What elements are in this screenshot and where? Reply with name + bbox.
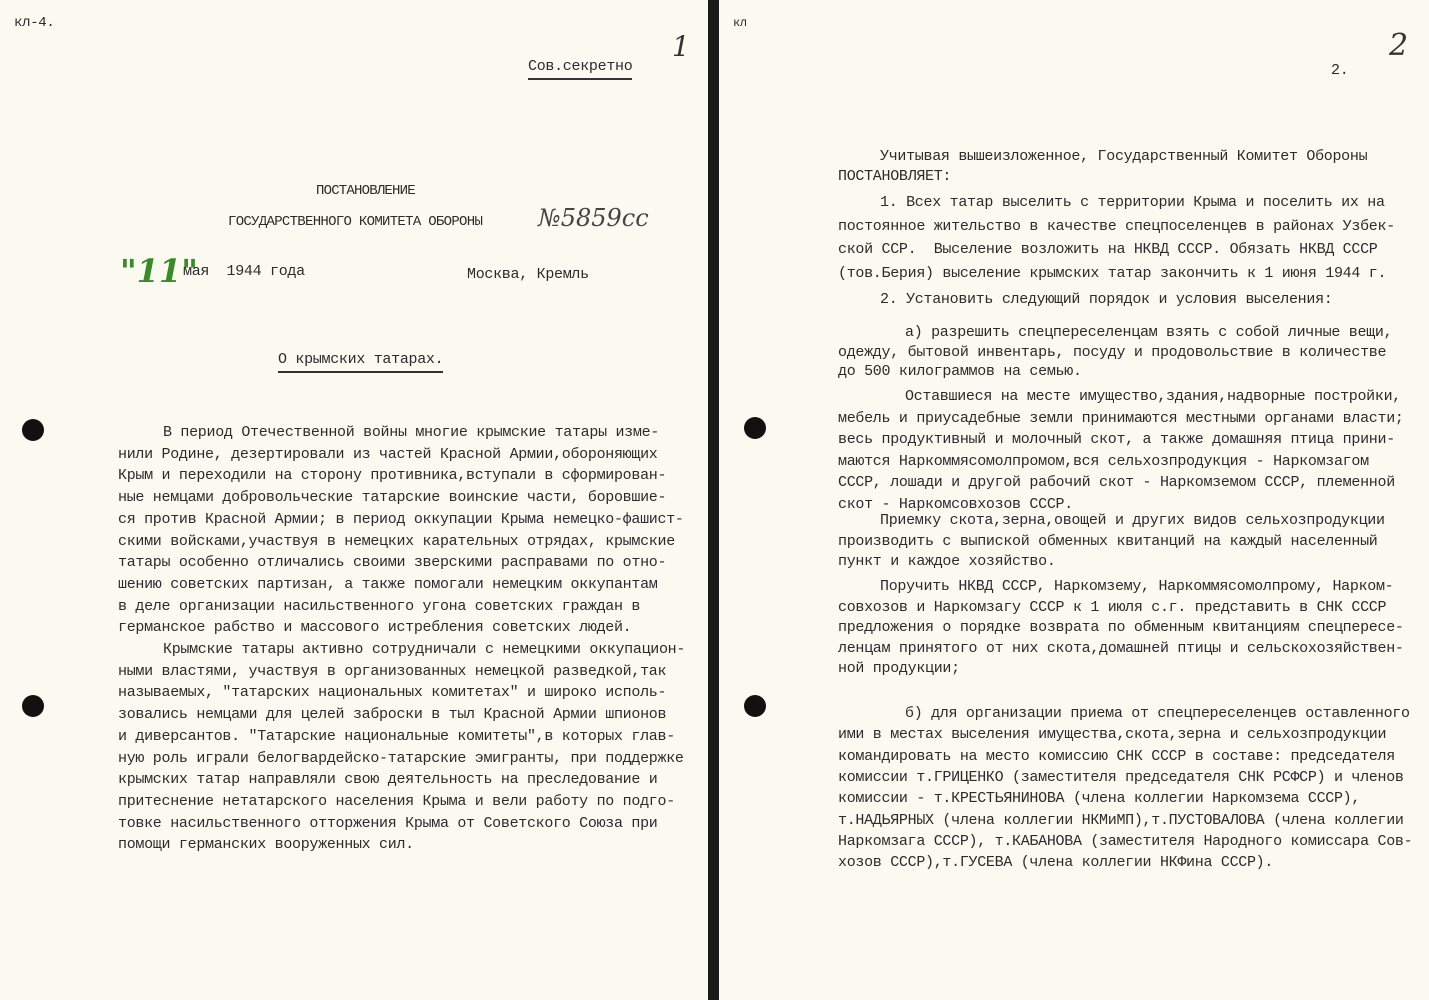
body-line: Наркомзага СССР), т.КАБАНОВА (заместителя Народного комиссара Сов-: [838, 832, 1413, 850]
body-line: производить с выпиской обменных квитанций на каждый населенный: [838, 532, 1378, 550]
body-line: мебель и приусадебные земли принимаются местными органами власти;: [838, 409, 1404, 427]
body-line: ной продукции;: [838, 660, 960, 677]
body-line: хозов СССР),т.ГУСЕВА (члена коллегии НКФина СССР).: [838, 854, 1274, 872]
document-page-1: [0, 0, 708, 1000]
body-line: маются Наркоммясомолпромом,вся сельхозпродукция - Наркомзагом: [838, 452, 1369, 470]
body-line: помощи германских вооруженных сил.: [118, 836, 414, 854]
handwritten-date-day: "11": [120, 252, 198, 290]
body-line: товке насильственного отторжения Крыма от Советского Союза при: [118, 814, 658, 832]
body-line: ся против Красной Армии; в период оккупации Крыма немецко-фашист-: [118, 510, 684, 528]
body-line: германское рабство и массового истребления советских людей.: [118, 619, 632, 637]
body-line: пункт и каждое хозяйство.: [838, 553, 1056, 570]
body-line: нили Родине, дезертировали из частей Красной Армии,обороняющих: [118, 445, 658, 463]
body-line: ской ССР. Выселение возложить на НКВД СССР. Обязать НКВД СССР: [838, 241, 1378, 258]
body-line: ленцам принятого от них скота,домашней птицы и сельскохозяйствен-: [838, 639, 1404, 657]
body-line: называемых, "татарских национальных комитетах" и широко исполь-: [118, 684, 667, 702]
archive-mark: кл-4.: [14, 15, 55, 31]
body-line: шению советских партизан, а также помогали немецким оккупантам: [118, 575, 658, 593]
body-line: татары особенно отличались своими зверскими расправами по отно-: [118, 554, 667, 572]
body-line: В период Отечественной войны многие крымские татары изме-: [163, 424, 659, 441]
title-line-1: ПОСТАНОВЛЕНИЕ: [316, 183, 415, 199]
body-line: комиссии т.ГРИЦЕНКО (заместителя председателя СНК РСФСР) и членов: [838, 768, 1404, 786]
body-line: 2. Установить следующий порядок и условия выселения:: [880, 291, 1333, 308]
place-text: Москва, Кремль: [467, 266, 589, 283]
punch-hole: [744, 695, 766, 717]
punch-hole: [744, 417, 766, 439]
body-line: б) для организации приема от спецпереселенцев оставленного: [905, 705, 1410, 722]
body-line: ные немцами добровольческие татарские воинские части, боровшие-: [118, 489, 667, 507]
body-line: СССР, лошади и другой рабочий скот - Наркомземом СССР, племенной: [838, 474, 1395, 491]
archive-mark: кл: [733, 16, 747, 30]
body-line: и диверсантов. "Татарские национальные комитеты",в которых глав-: [118, 727, 675, 745]
date-text: мая 1944 года: [183, 263, 305, 280]
classification-label: Сов.секретно: [528, 58, 632, 80]
body-line: крымских татар направляли свою деятельность на преследование и: [118, 771, 658, 789]
body-line: зовались немцами для целей заброски в тыл Красной Армии шпионов: [118, 706, 667, 724]
body-line: скот - Наркомсовхозов СССР.: [838, 495, 1073, 513]
body-line: а) разрешить спецпереселенцам взять с собой личные вещи,: [905, 324, 1393, 341]
body-line: Учитывая вышеизложенное, Государственный Комитет Обороны: [880, 148, 1368, 165]
handwritten-page-number: 1: [672, 30, 690, 63]
body-line: Оставшиеся на месте имущество,здания,надворные постройки,: [905, 388, 1401, 405]
body-line: постоянное жительство в качестве спецпоселенцев в районах Узбек-: [838, 217, 1395, 235]
punch-hole: [22, 695, 44, 717]
body-line: 1. Всех татар выселить с территории Крыма и поселить их на: [880, 194, 1385, 211]
title-line-2: ГОСУДАРСТВЕННОГО КОМИТЕТА ОБОРОНЫ: [228, 214, 483, 230]
body-line: Крымские татары активно сотрудничали с немецкими оккупацион-: [163, 641, 686, 658]
body-line: совхозов и Наркомзагу СССР к 1 июля с.г. представить в СНК СССР: [838, 598, 1387, 616]
body-line: Крым и переходили на сторону противника,вступали в сформирован-: [118, 467, 667, 485]
document-subject: О крымских татарах.: [278, 351, 443, 373]
body-line: скими войсками,участвуя в немецких карательных отрядах, крымские: [118, 532, 675, 550]
punch-hole: [22, 419, 44, 441]
body-line: ими в местах выселения имущества,скота,зерна и сельхозпродукции: [838, 726, 1387, 744]
body-line: ПОСТАНОВЛЯЕТ:: [838, 168, 952, 185]
body-line: ными властями, участвуя в организованных немецкой разведкой,так: [118, 662, 667, 680]
handwritten-page-number: 2: [1389, 28, 1409, 63]
handwritten-decree-number: №5859сс: [538, 204, 649, 232]
document-page-2: [719, 0, 1429, 1000]
body-line: предложения о порядке возврата по обменным квитанциям спецпересе-: [838, 619, 1404, 636]
body-line: т.НАДЬЯРНЫХ (члена коллегии НКМиМП),т.ПУСТОВАЛОВА (члена коллегии: [838, 811, 1404, 829]
body-line: до 500 килограммов на семью.: [838, 363, 1082, 380]
body-line: весь продуктивный и молочный скот, а также домашняя птица прини-: [838, 431, 1395, 448]
body-line: комиссии - т.КРЕСТЬЯНИНОВА (члена коллегии Наркомзема СССР),: [838, 790, 1361, 808]
body-line: в деле организации насильственного угона советских граждан в: [118, 597, 641, 615]
body-line: ную роль играли белогвардейско-татарские эмигранты, при поддержке: [118, 749, 684, 767]
typed-page-number: 2.: [1331, 62, 1349, 79]
body-line: одежду, бытовой инвентарь, посуду и продовольствие в количестве: [838, 343, 1387, 361]
body-line: (тов.Берия) выселение крымских татар закончить к 1 июня 1944 г.: [838, 264, 1387, 282]
body-line: Поручить НКВД СССР, Наркомзему, Наркоммясомолпрому, Нарком-: [880, 578, 1394, 595]
body-line: притеснение нетатарского населения Крыма и вели работу по подго-: [118, 792, 675, 810]
body-line: командировать на место комиссию СНК СССР в составе: председателя: [838, 747, 1395, 765]
body-line: Приемку скота,зерна,овощей и других видов сельхозпродукции: [880, 512, 1385, 529]
